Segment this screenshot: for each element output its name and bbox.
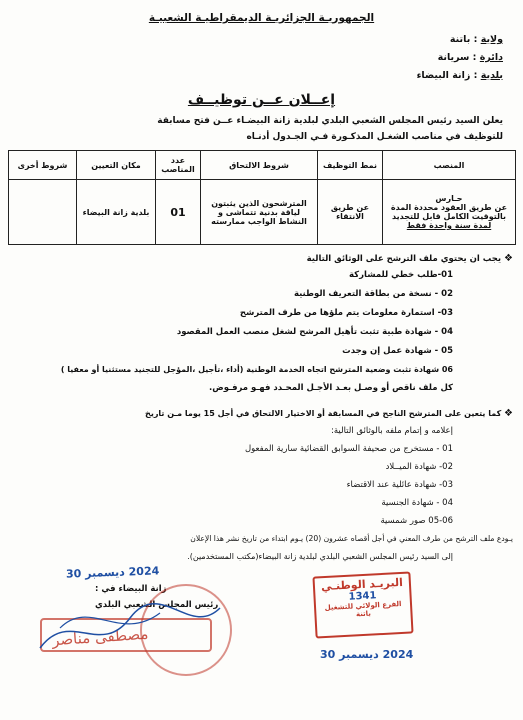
accepted-line-2: إعلامه و إتمام ملفه بالوثائق التالية: [331, 426, 453, 436]
deposit-line-2: إلى السيد رئيس المجلس الشعبي البلدي لبلدية زانة البيضاء(مكتب المستخدمين). [187, 552, 453, 561]
accepted-line-1: ❖ كما يتعين على المترشح الناجح في المسابقة أو الاختيار الالتحاق في أجل 15 يوما مـن تاريخ [145, 408, 513, 419]
doc-item-6: 06 شهادة تثبت وضعية المترشح اتجاه الخدمة الوطنية (أداء ،تأجيل ،المؤجل للتجنيد مستثنيا أو معفيا ) [60, 365, 453, 374]
docs-heading: ❖ يجب ان يحتوي ملف الترشح على الوثائق التالية [306, 253, 513, 264]
doc-item-2: 02 - نسخة من بطاقة التعريف الوطنية [293, 289, 453, 299]
table-row [9, 180, 516, 245]
header-other: شروط أخرى [9, 151, 77, 180]
header-mode: نمط التوظيف [318, 151, 383, 180]
accepted-item-2: 02- شهادة الميــلاد [385, 462, 453, 472]
republic-header: الجمهوريـة الجزائريـة الديمقراطيـة الشعبيـة [148, 12, 375, 24]
diamond-bullet-icon: ❖ [504, 408, 513, 419]
accepted-item-4: 04 - شهادة الجنسية [381, 498, 453, 508]
baladia-label: بلدية [480, 70, 503, 81]
daira-value: : سريانة [437, 52, 477, 63]
position-desc-3: لمدة سنة واحدة فقط [406, 221, 492, 230]
diamond-bullet-icon: ❖ [504, 253, 513, 264]
cell-other [9, 180, 77, 245]
post-office-stamp [312, 571, 413, 638]
table-header-row [9, 151, 516, 180]
post-stamp-number: 1341 [348, 590, 377, 603]
position-desc-1: عن طريق العقود محددة المدة [390, 203, 508, 212]
announcement-title: إعــلان عــن توظيــف [187, 92, 336, 108]
jobs-table [8, 150, 516, 245]
cell-mode: عن طريق الانتقاء [318, 180, 383, 245]
accepted-item-5: 05-06 صور شمسية [380, 516, 453, 526]
doc-item-5: 05 - شهادة عمل إن وجدت [342, 346, 453, 356]
incomplete-note: كل ملف ناقص أو وصـل بعـد الأجـل المحـدد فهـو مرفـوض. [209, 383, 453, 393]
accepted-item-1: 01 - مستخرج من صحيفة السوابق القضائية سارية المفعول [244, 444, 453, 454]
wilaya-value: : باتنة [449, 34, 478, 45]
intro-line-1: يعلن السيد رئيس المجلس الشعبي البلدي لبلدية زانة البيضـاء عــن فتح مسابقة [157, 116, 503, 126]
handwritten-signature [30, 588, 230, 668]
signature-title: رئيس المجلس الشعبي البلدي [95, 600, 219, 610]
post-stamp-date: 2024 ديسمبر 30 [320, 648, 414, 661]
wilaya-line [450, 34, 503, 45]
intro-line-2: للتوظيف في مناصب الشغـل المذكـورة فـي الجـدول أدنـاه [246, 132, 503, 142]
deposit-line-1: يـودع ملف الترشح من طرف المعني في أجل أقصاه عشرون (20) يـوم ابتداء من تاريخ نشر هذا الإعلان [190, 534, 513, 543]
position-title: حـارس [435, 194, 463, 203]
wilaya-label: ولاية [480, 34, 503, 45]
header-position: المنصب [383, 151, 516, 180]
baladia-line [417, 70, 503, 81]
cell-place: بلدية زانة البيضاء [77, 180, 156, 245]
signature-place: زانة البيضاء في : [95, 584, 167, 594]
accepted-item-3: 03- شهادة عائلية عند الاقتضاء [346, 480, 453, 490]
daira-label: دائرة [479, 52, 503, 63]
post-stamp-office: الفرع الولائي للتشغيل باتنة [324, 599, 402, 619]
position-desc-2: بالتوقيت الكامل قابل للتجديد [391, 212, 507, 221]
header-conditions: شروط الالتحاق [201, 151, 318, 180]
signer-name-stamp: مصطفى مناصر [51, 624, 149, 650]
signature-date-stamp: 2024 ديسمبر 30 [65, 564, 160, 581]
header-place: مكان التعيين [77, 151, 156, 180]
baladia-value: : زانة البيضاء [416, 70, 478, 81]
doc-item-3: 03- استمارة معلومات يتم ملؤها من طرف المترشح [239, 308, 453, 318]
cell-conditions: المترشحون الذين يثبتون لياقة بدنية تتماشى و النشاط الواجب ممارسته [201, 180, 318, 245]
cell-count: 01 [156, 180, 201, 245]
header-count: عدد المناصب [156, 151, 201, 180]
doc-item-1: 01-طلب خطي للمشاركة [349, 270, 453, 280]
daira-line [438, 52, 503, 63]
post-stamp-title: البريـد الوطنـي [320, 575, 404, 594]
cell-position [383, 180, 516, 245]
doc-item-4: 04 - شهادة طبية تثبت تأهيل المرشح لشغل منصب العمل المقصود [176, 327, 453, 337]
